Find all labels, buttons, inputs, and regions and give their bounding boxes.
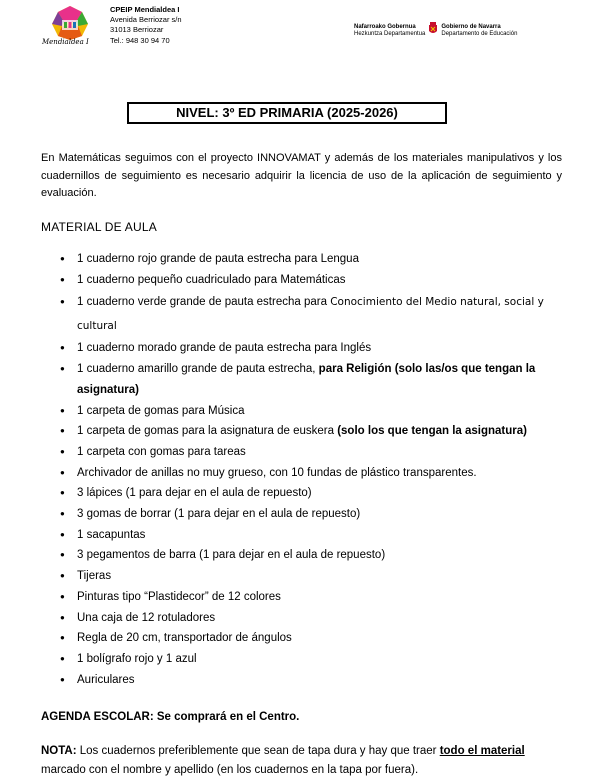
list-item: ● Archivador de anillas no muy grueso, con 10 fundas de plástico transparentes. [60, 463, 570, 484]
gov-spanish-dept: Departamento de Educación [441, 30, 518, 37]
agenda-note: AGENDA ESCOLAR: Se comprará en el Centro. [41, 711, 300, 723]
list-item: ● 1 carpeta de gomas para la asignatura de euskera (solo los que tengan la asignatura) [60, 421, 570, 442]
list-item: ● 1 cuaderno rojo grande de pauta estrecha para Lengua [60, 249, 570, 270]
school-info [110, 5, 182, 46]
school-name: CPEIP Mendialdea I [110, 5, 180, 14]
level-title: NIVEL: 3º ED PRIMARIA (2025-2026) [127, 102, 447, 124]
list-item: ● 1 cuaderno pequeño cuadriculado para Matemáticas [60, 270, 570, 291]
note-underlined: todo el material [439, 745, 525, 757]
list-item: ● 1 sacapuntas [60, 525, 570, 546]
list-item: ● 3 lápices (1 para dejar en el aula de repuesto) [60, 483, 570, 504]
school-address-line2: 31013 Berriozar [110, 25, 164, 35]
section-heading: MATERIAL DE AULA [41, 220, 157, 234]
list-item: ● 1 cuaderno morado grande de pauta estrecha para Inglés [60, 338, 570, 359]
list-item: ● Auriculares [60, 670, 570, 691]
school-address-line1: Avenida Berriozar s/n [110, 15, 182, 25]
logo-caption: Mendialdea I [42, 38, 89, 46]
list-item: ● 1 carpeta con gomas para tareas [60, 442, 570, 463]
list-item: ● 1 bolígrafo rojo y 1 azul [60, 649, 570, 670]
list-item: ● 1 cuaderno amarillo grande de pauta estrecha, para Religión (solo las/os que tengan la asignatura) [60, 359, 570, 400]
list-item: ● Pinturas tipo “Plastidecor” de 12 colores [60, 587, 570, 608]
list-item: ● Regla de 20 cm, transportador de ángulos [60, 628, 570, 649]
material-list [60, 249, 570, 690]
note-text-before: Los cuadernos preferiblemente que sean de tapa dura y hay que traer [76, 745, 440, 757]
list-item: ● 3 pegamentos de barra (1 para dejar en el aula de repuesto) [60, 545, 570, 566]
note-paragraph [41, 742, 562, 780]
intro-paragraph: En Matemáticas seguimos con el proyecto INNOVAMAT y además de los materiales manipulativos y los cuadernillos de seguimiento es necesario adquirir la licencia de uso de la aplicación de seguimiento y evaluación. [41, 152, 562, 199]
list-item: ● Una caja de 12 rotuladores [60, 608, 570, 629]
note-text-after: marcado con el nombre y apellido (en los cuadernos en la tapa por fuera). [41, 764, 419, 776]
list-item: ● 3 gomas de borrar (1 para dejar en el aula de repuesto) [60, 504, 570, 525]
government-logo [354, 22, 517, 39]
gov-basque-name: Nafarroako Gobernua [354, 23, 416, 30]
list-item: ● 1 cuaderno verde grande de pauta estrecha para Conocimiento del Medio natural, social y cultural [60, 290, 570, 338]
gov-basque-dept: Hezkuntza Departamentua [354, 30, 426, 37]
list-item: ● 1 carpeta de gomas para Música [60, 401, 570, 422]
navarra-crest-icon [428, 22, 438, 39]
list-item: ● Tijeras [60, 566, 570, 587]
school-phone: Tel.: 948 30 94 70 [110, 35, 170, 45]
gov-spanish-name: Gobierno de Navarra [441, 23, 501, 30]
note-label: NOTA: [41, 745, 77, 757]
